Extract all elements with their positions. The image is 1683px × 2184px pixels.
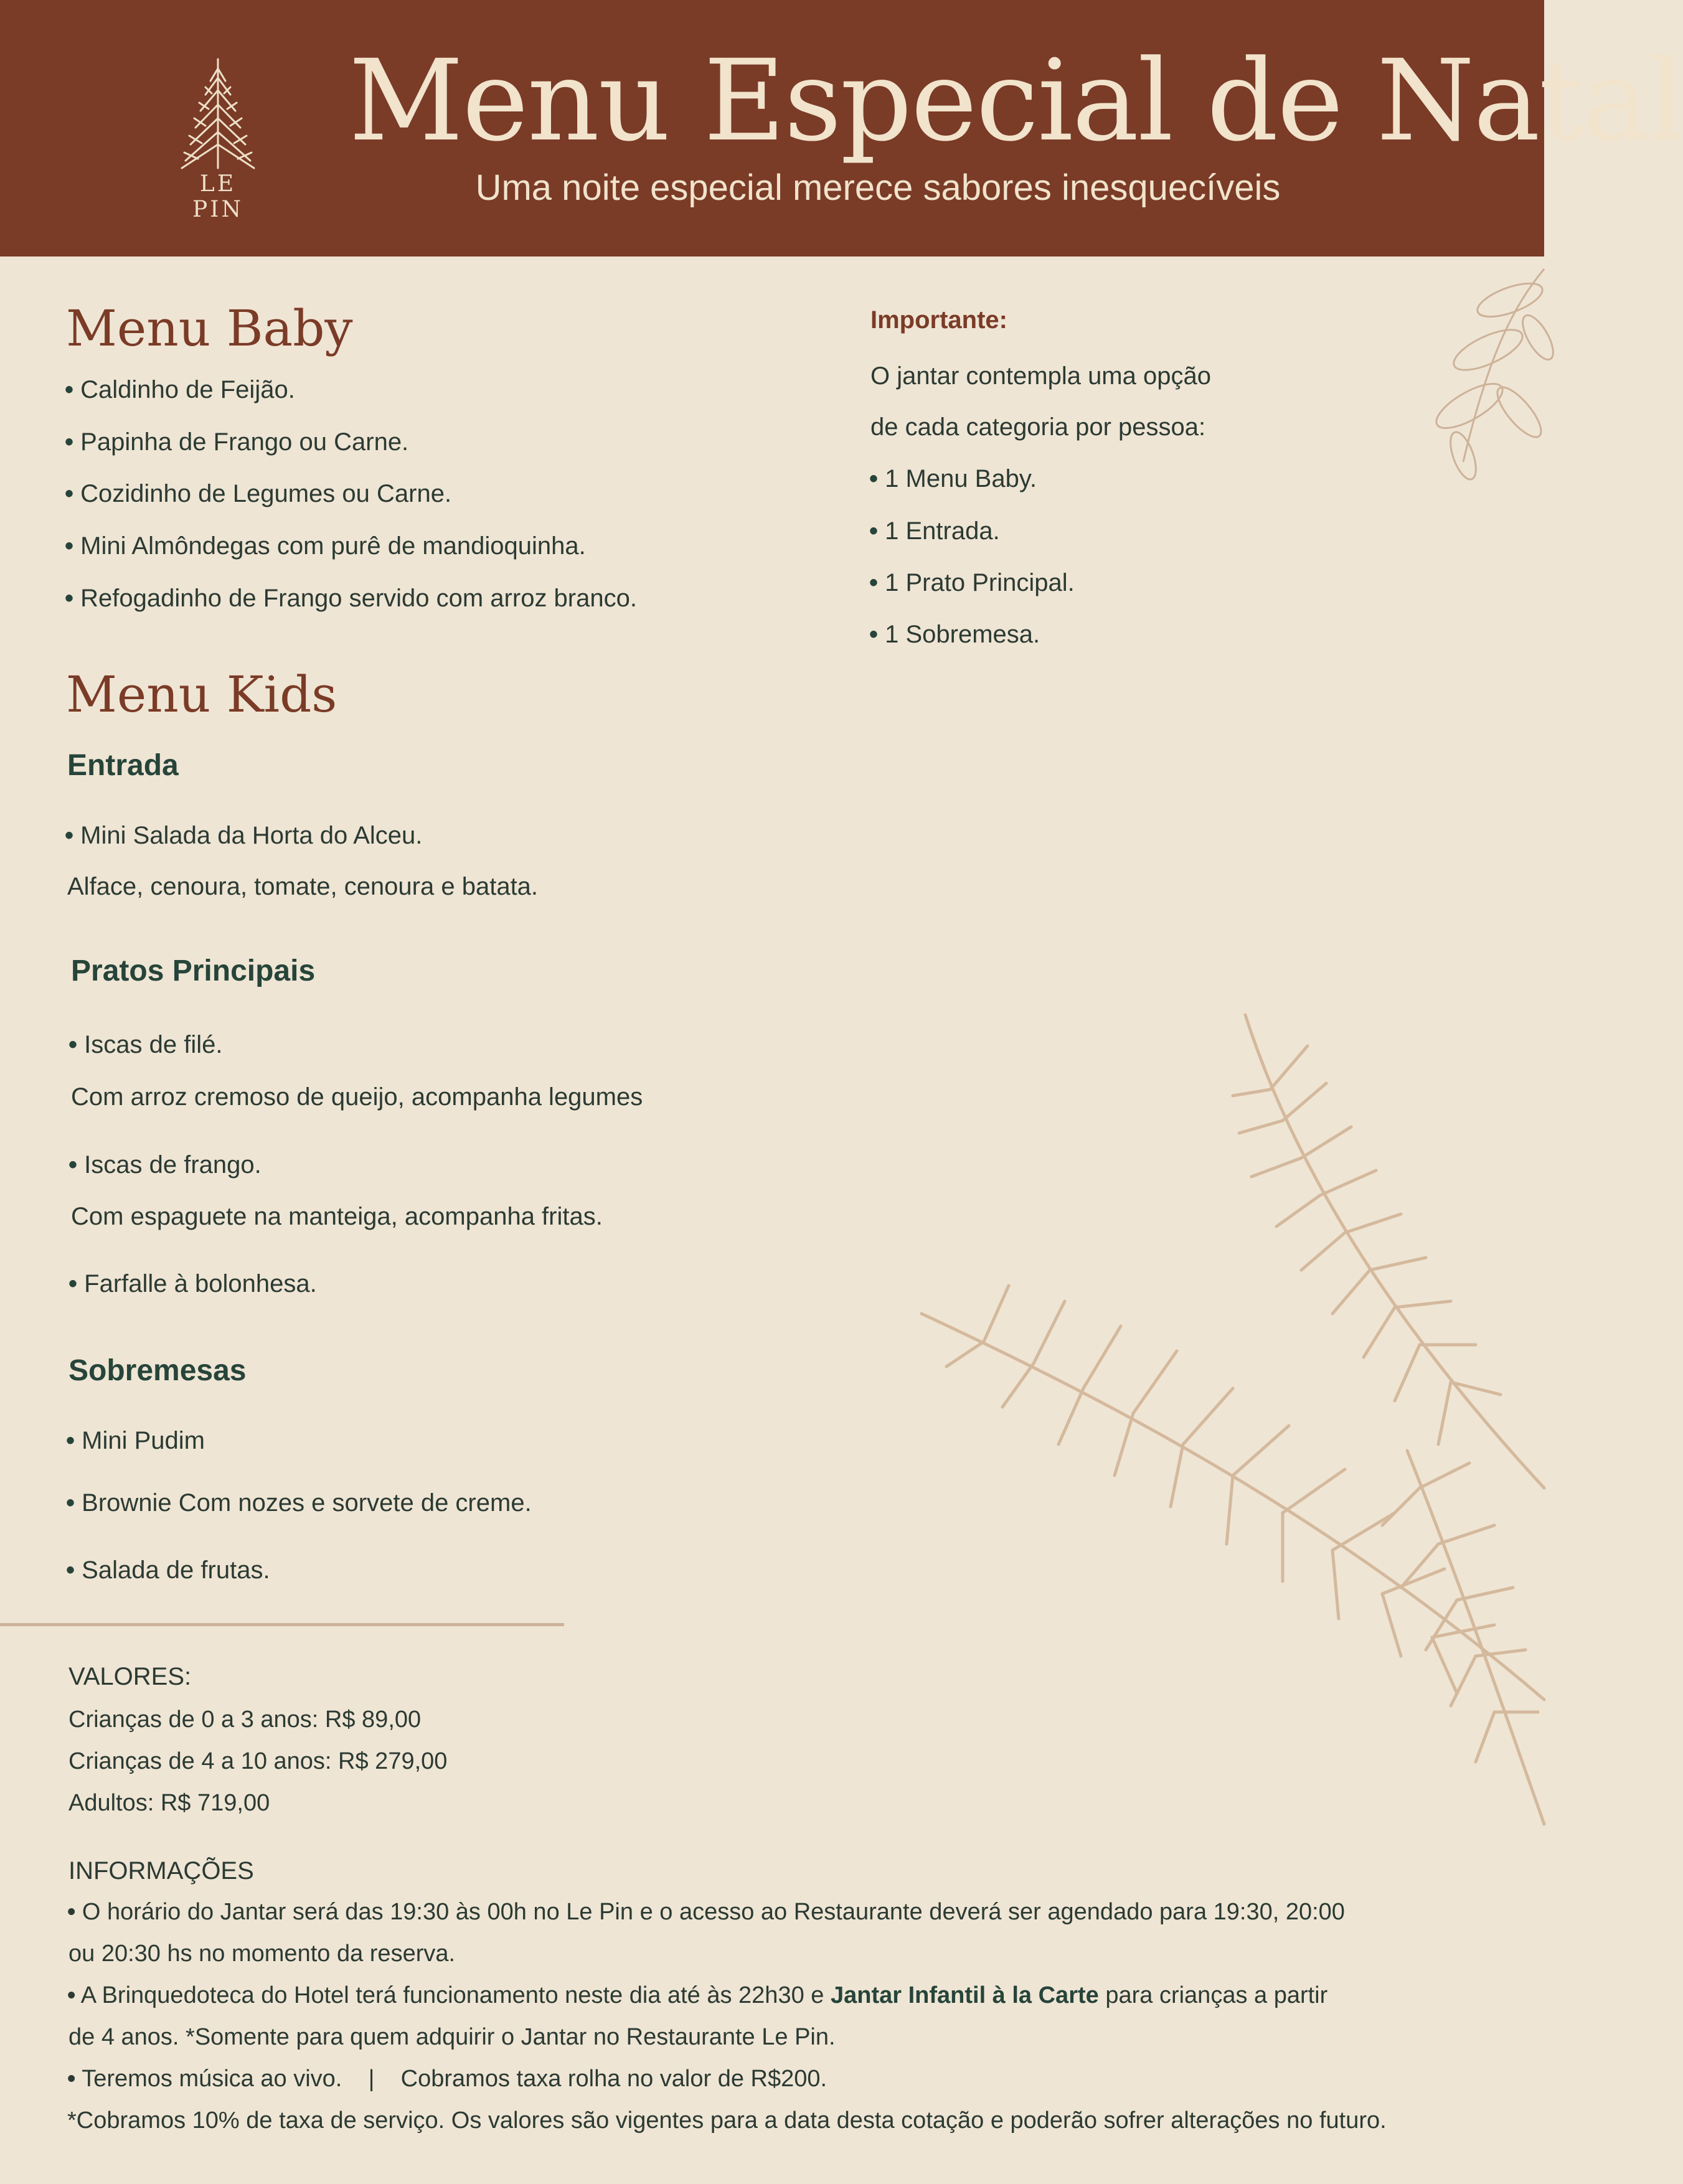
pratos-principais-heading: Pratos Principais [71,954,316,987]
informacoes-title: INFORMAÇÕES [68,1857,254,1885]
menu-kids-heading: Menu Kids [66,666,337,723]
header-banner [0,0,1683,257]
list-item: • Mini Salada da Horta do Alceu. [65,822,423,849]
page-title: Menu Especial de Natal [349,36,1683,166]
list-item: • Brownie Com nozes e sorvete de creme. [66,1489,532,1517]
menu-baby-heading: Menu Baby [66,299,353,357]
importante-line-1: O jantar contempla uma opção [870,362,1211,390]
valores-line: Crianças de 4 a 10 anos: R$ 279,00 [68,1748,448,1774]
info-line: • Teremos música ao vivo. | Cobramos taxa rolha no valor de R$200. [67,2066,827,2092]
importante-line-2: de cada categoria por pessoa: [870,413,1206,441]
entrada-heading: Entrada [67,749,179,782]
list-item: • 1 Sobremesa. [869,621,1040,648]
logo-text: LE PIN [192,171,243,222]
importante-title: Importante: [870,306,1007,334]
list-item: • Mini Pudim [66,1427,205,1454]
sobremesas-heading: Sobremesas [68,1354,247,1387]
list-item: • Farfalle à bolonhesa. [68,1270,317,1297]
list-item: • Mini Almôndegas com purê de mandioquinha. [65,532,586,560]
item-description: Com espaguete na manteiga, acompanha fritas. [71,1203,603,1230]
valores-line: Crianças de 0 a 3 anos: R$ 89,00 [68,1706,422,1733]
list-item: • 1 Prato Principal. [869,569,1075,596]
item-description: Com arroz cremoso de queijo, acompanha legumes [71,1083,643,1111]
list-item: • 1 Menu Baby. [869,465,1037,492]
list-item: • Cozidinho de Legumes ou Carne. [65,480,452,507]
list-item: • Salada de frutas. [66,1556,270,1584]
valores-line: Adultos: R$ 719,00 [68,1790,270,1816]
info-line: ou 20:30 hs no momento da reserva. [68,1941,456,1967]
list-item: • Iscas de frango. [68,1151,262,1179]
list-item: • Iscas de filé. [68,1031,223,1058]
list-item: • Caldinho de Feijão. [65,376,295,403]
list-item: • 1 Entrada. [869,517,1000,545]
list-item: • Papinha de Frango ou Carne. [65,428,409,456]
valores-title: VALORES: [68,1663,192,1690]
info-line: *Cobramos 10% de taxa de serviço. Os valores são vigentes para a data desta cotação e poderão sofrer alterações no futuro. [67,2107,1387,2134]
list-item: • Refogadinho de Frango servido com arroz branco. [65,585,637,612]
pine-branch-decoration-icon [922,1015,1544,1855]
item-description: Alface, cenoura, tomate, cenoura e batata. [67,873,539,900]
leaf-branch-decoration-icon [1395,257,1544,481]
info-line: • A Brinquedoteca do Hotel terá funcionamento neste dia até às 22h30 e Jantar Infantil à la Carte para crianças a partir [67,1982,1328,2008]
info-line: • O horário do Jantar será das 19:30 às 00h no Le Pin e o acesso ao Restaurante deverá ser agendado para 19:30, 20:00 [67,1899,1345,1925]
info-line: de 4 anos. *Somente para quem adquirir o Jantar no Restaurante Le Pin. [68,2024,836,2050]
page-subtitle: Uma noite especial merece sabores inesquecíveis [475,167,1281,208]
section-divider [0,1623,564,1626]
